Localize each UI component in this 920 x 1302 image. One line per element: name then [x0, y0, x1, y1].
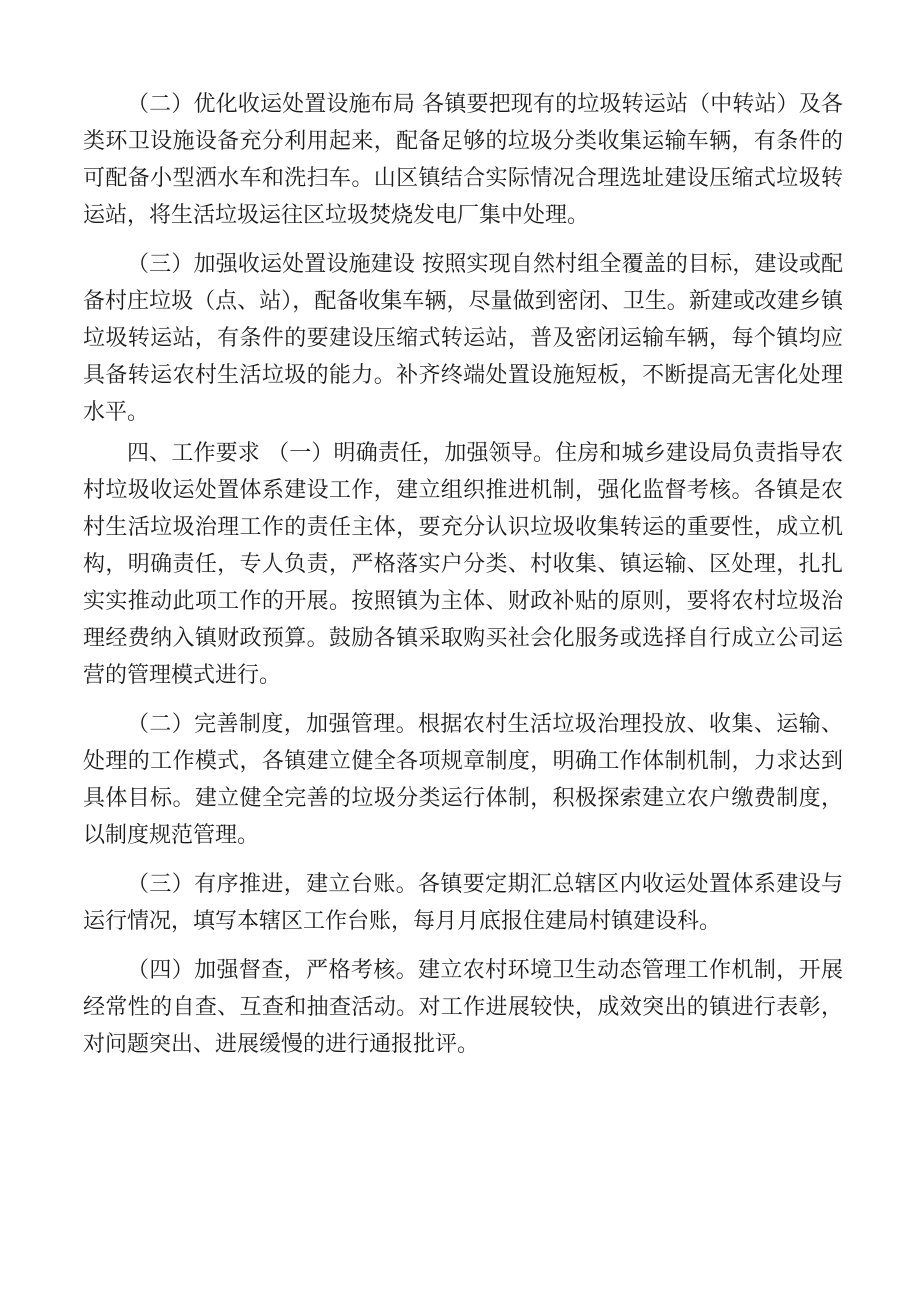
paragraph-facility-construction: （三）加强收运处置设施建设 按照实现自然村组全覆盖的目标，建设或配备村庄垃圾（点、站），配备收集车辆，尽量做到密闭、卫生。新建或改建乡镇垃圾转运站，有条件的要建设压缩式转运站，普及密闭运输车辆，每个镇均应具备转运农村生活垃圾的能力。补齐终端处置设施短板，不断提高无害化处理水平。: [83, 252, 843, 425]
paragraph-ledger: （三）有序推进，建立台账。各镇要定期汇总辖区内收运处置体系建设与运行情况，填写本辖区工作台账，每月月底报住建局村镇建设科。: [83, 872, 843, 934]
paragraph-work-requirements: 四、工作要求 （一）明确责任，加强领导。住房和城乡建设局负责指导农村垃圾收运处置体系建设工作，建立组织推进机制，强化监督考核。各镇是农村生活垃圾治理工作的责任主体，要充分认识垃圾收集转运的重要性，成立机构，明确责任，专人负责，严格落实户分类、村收集、镇运输、区处理，扎扎实实推动此项工作的开展。按照镇为主体、财政补贴的原则，要将农村垃圾治理经费纳入镇财政预算。鼓励各镇采取购买社会化服务或选择自行成立公司运营的管理模式进行。: [83, 441, 843, 688]
document-body: [83, 86, 843, 1075]
paragraph-supervision: （四）加强督查，严格考核。建立农村环境卫生动态管理工作机制，开展经常性的自查、互查和抽查活动。对工作进展较快，成效突出的镇进行表彰，对问题突出、进展缓慢的进行通报批评。: [83, 958, 843, 1057]
paragraph-improve-system: （二）完善制度，加强管理。根据农村生活垃圾治理投放、收集、运输、处理的工作模式，各镇建立健全各项规章制度，明确工作体制机制，力求达到具体目标。建立健全完善的垃圾分类运行体制，积极探索建立农户缴费制度，以制度规范管理。: [83, 712, 843, 848]
paragraph-facility-layout: （二）优化收运处置设施布局 各镇要把现有的垃圾转运站（中转站）及各类环卫设施设备充分利用起来，配备足够的垃圾分类收集运输车辆，有条件的可配备小型洒水车和洗扫车。山区镇结合实际情况合理选址建设压缩式垃圾转运站，将生活垃圾运往区垃圾焚烧发电厂集中处理。: [83, 92, 843, 228]
